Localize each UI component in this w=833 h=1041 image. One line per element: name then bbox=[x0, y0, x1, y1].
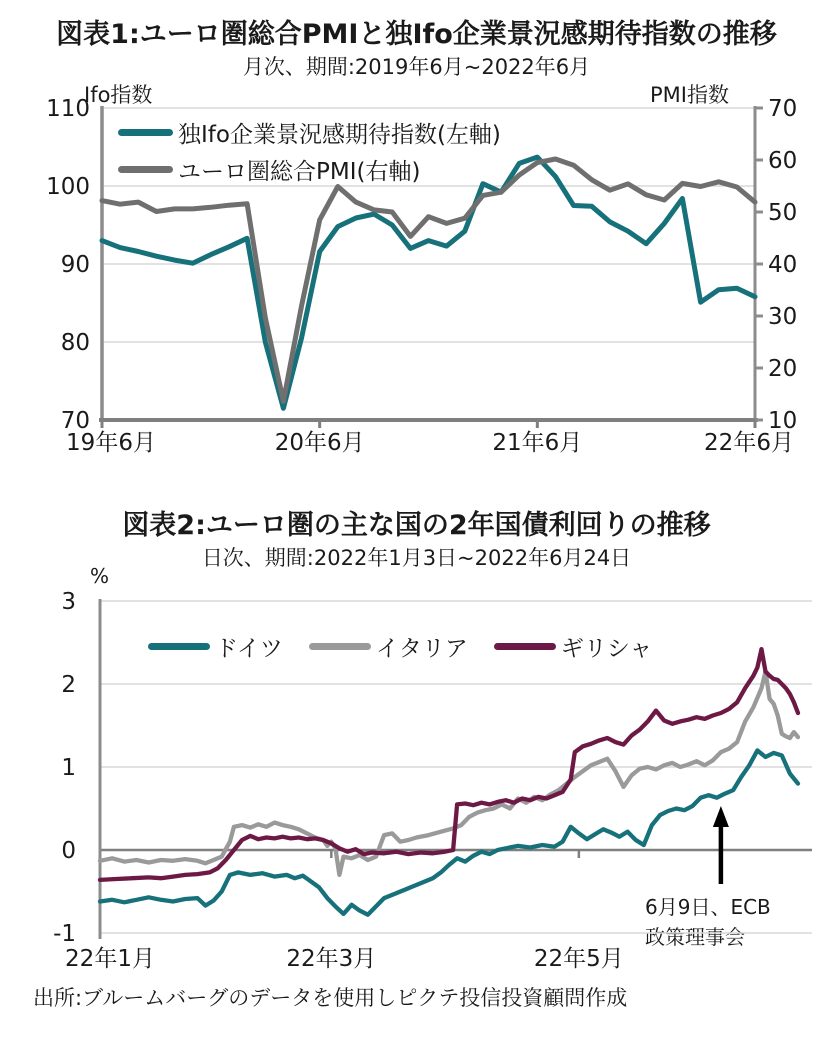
fig2-x-tick-label: 22年1月 bbox=[65, 946, 155, 972]
pmi-series-label: ユーロ圏総合PMI(右軸) bbox=[178, 158, 421, 185]
fig2-x-tick-label: 22年3月 bbox=[286, 946, 377, 972]
fig2-legend bbox=[148, 630, 652, 663]
ecb-annotation-line2: 政策理事会 bbox=[645, 925, 745, 949]
fig1-title: 図表1:ユーロ圏総合PMIと独Ifo企業景況感期待指数の推移 bbox=[56, 19, 777, 50]
fig1-right-tick-label: 30 bbox=[768, 304, 798, 330]
fig2-y-tick-label: -1 bbox=[53, 921, 76, 947]
germany-series-swatch bbox=[148, 643, 210, 650]
pmi-series-swatch bbox=[118, 166, 173, 173]
fig2-x-tick-label: 22年5月 bbox=[533, 946, 624, 972]
fig1-right-tick-label: 70 bbox=[768, 96, 798, 122]
fig1-left-tick-label: 70 bbox=[60, 408, 90, 434]
fig2-line-2 bbox=[100, 649, 798, 880]
germany-series-label: ドイツ bbox=[215, 636, 283, 662]
italy-series-label: イタリア bbox=[375, 636, 468, 662]
fig1-right-tick-label: 20 bbox=[768, 356, 798, 382]
fig2-y-tick-label: 1 bbox=[61, 755, 76, 781]
fig1-right-tick-label: 60 bbox=[768, 148, 798, 174]
fig1-left-tick-label: 90 bbox=[60, 252, 90, 278]
fig1-x-tick-label: 19年6月 bbox=[66, 430, 156, 456]
fig1-right-tick-label: 10 bbox=[768, 408, 798, 434]
fig1-x-tick-label: 22年6月 bbox=[704, 430, 794, 456]
fig1-right-axis-title: PMI指数 bbox=[650, 83, 729, 107]
fig1-legend bbox=[118, 117, 501, 184]
fig2-y-axis-title: % bbox=[90, 564, 110, 588]
fig1-left-axis-title: Ifo指数 bbox=[84, 83, 153, 107]
fig2-line-1 bbox=[100, 672, 798, 875]
source-footer: 出所:ブルームバーグのデータを使用しピクテ投信投資顧問作成 bbox=[33, 986, 628, 1010]
fig1-subtitle: 月次、期間:2019年6月~2022年6月 bbox=[242, 55, 591, 79]
fig1-right-tick-label: 50 bbox=[768, 200, 798, 226]
fig1-line-pmi bbox=[102, 159, 755, 401]
fig2-legend-item-greece bbox=[494, 630, 653, 663]
fig1-x-tick-label: 21年6月 bbox=[492, 430, 583, 456]
fig2-y-tick-label: 2 bbox=[61, 672, 76, 698]
fig2-legend-item-italy bbox=[309, 630, 468, 663]
greece-series-swatch bbox=[494, 643, 556, 650]
fig1-line-ifo bbox=[102, 157, 755, 408]
fig2-title: 図表2:ユーロ圏の主な国の2年国債利回りの推移 bbox=[122, 510, 711, 541]
greece-series-label: ギリシャ bbox=[560, 636, 653, 662]
ifo-series-label: 独Ifo企業景況感期待指数(左軸) bbox=[178, 121, 501, 148]
italy-series-swatch bbox=[309, 643, 371, 650]
fig2-y-tick-label: 3 bbox=[61, 589, 76, 615]
fig2-line-0 bbox=[100, 750, 798, 914]
fig1-left-tick-label: 80 bbox=[60, 330, 90, 356]
fig1-left-tick-label: 110 bbox=[46, 96, 90, 122]
ifo-series-swatch bbox=[118, 129, 173, 136]
fig2-y-tick-label: 0 bbox=[61, 838, 76, 864]
fig1-right-tick-label: 40 bbox=[768, 252, 798, 278]
fig1-left-tick-label: 100 bbox=[46, 174, 90, 200]
fig1-legend-item-pmi bbox=[118, 154, 501, 184]
fig2-subtitle: 日次、期間:2022年1月3日~2022年6月24日 bbox=[201, 546, 632, 570]
ecb-annotation-line1: 6月9日、ECB bbox=[645, 895, 771, 919]
fig1-legend-item-ifo bbox=[118, 117, 501, 147]
fig1-x-tick-label: 20年6月 bbox=[274, 430, 365, 456]
fig2-legend-item-germany bbox=[148, 630, 283, 663]
ecb-arrow-head bbox=[713, 806, 729, 827]
ecb-annotation bbox=[645, 892, 771, 952]
